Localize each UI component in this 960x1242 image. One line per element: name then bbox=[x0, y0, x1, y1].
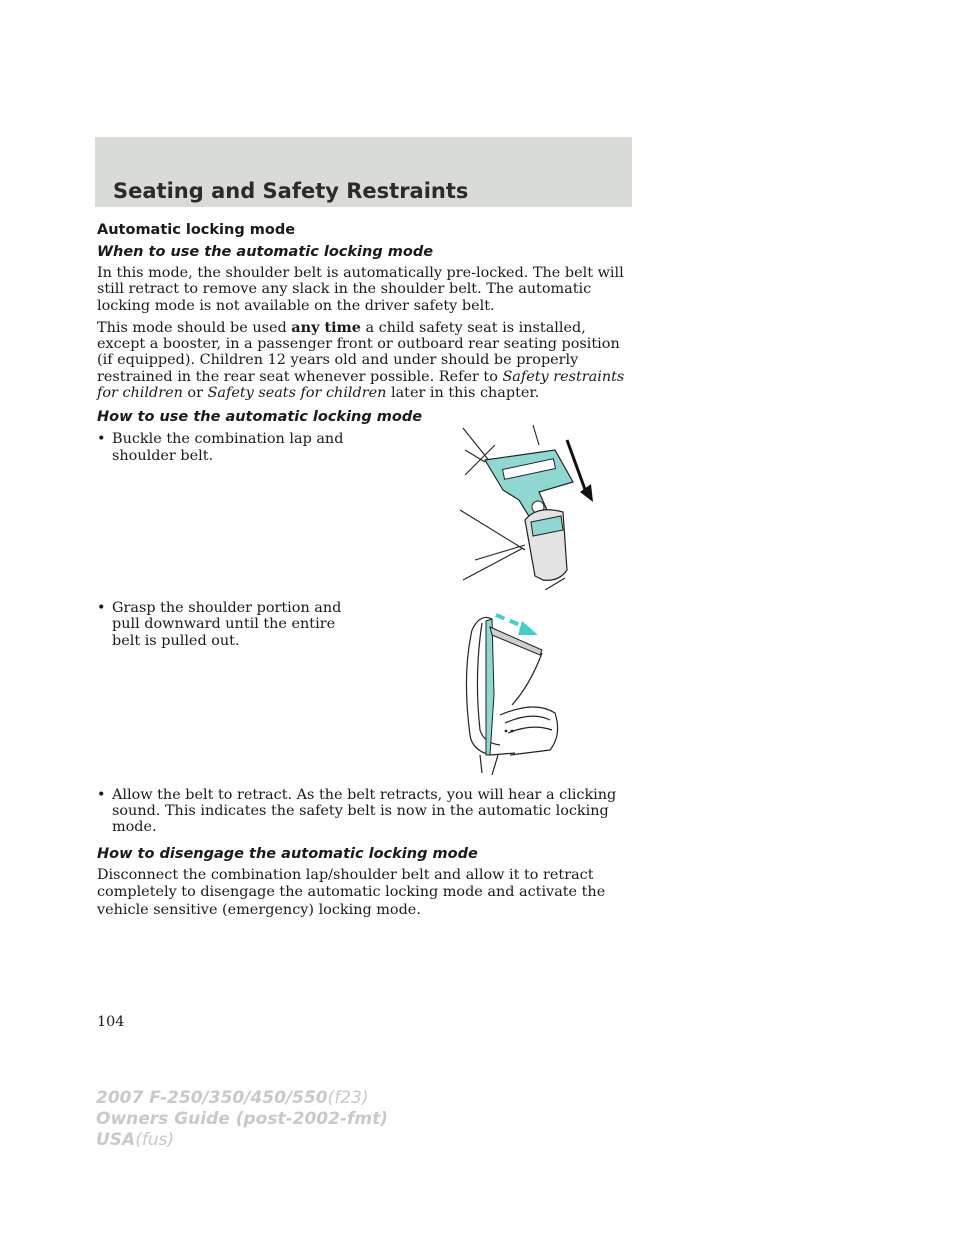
intro-paragraph: In this mode, the shoulder belt is automatically pre-locked. The belt will still retract to remove any slack in the shoulder belt. The automatic locking mode is not available on the driver safety belt. bbox=[97, 265, 624, 314]
page-section-title: Seating and Safety Restraints bbox=[113, 179, 469, 203]
reference-link-text: Safety restraints for children bbox=[97, 368, 625, 402]
usage-paragraph: This mode should be used any time a child safety seat is installed, except a booster, in a passenger front or outboard rear seating position (if equipped). Children 12 years old and under should be properly restrained in the rear seat whenever possible. Refer to Safety restraints for children or Safety seats for children later in this chapter. bbox=[97, 318, 625, 402]
seat-belt-illustration bbox=[460, 605, 570, 775]
disengage-heading: How to disengage the automatic locking mode bbox=[97, 845, 478, 862]
list-item: • Allow the belt to retract. As the belt retracts, you will hear a clicking sound. This indicates the safety belt is now in the automatic locking mode. bbox=[97, 786, 617, 836]
document-footer: 2007 F-250/350/450/550(f23) Owners Guide (post-2002-fmt) USA(fus) bbox=[96, 1088, 389, 1150]
header-band bbox=[95, 137, 632, 207]
reference-link-text: Safety seats for children bbox=[207, 385, 387, 402]
list-item: • Grasp the shoulder portion and pull downward until the entire belt is pulled out. bbox=[97, 599, 342, 649]
buckle-illustration bbox=[455, 420, 605, 590]
section-heading: Automatic locking mode bbox=[97, 222, 296, 238]
how-to-use-heading: How to use the automatic locking mode bbox=[97, 409, 423, 426]
disengage-paragraph: Disconnect the combination lap/shoulder belt and allow it to retract completely to disengage the automatic locking mode and activate the vehicle sensitive (emergency) locking mode. bbox=[97, 866, 606, 918]
list-item: • Buckle the combination lap and shoulder belt. bbox=[97, 431, 344, 464]
when-to-use-heading: When to use the automatic locking mode bbox=[97, 244, 434, 260]
page-number: 104 bbox=[97, 1014, 125, 1030]
